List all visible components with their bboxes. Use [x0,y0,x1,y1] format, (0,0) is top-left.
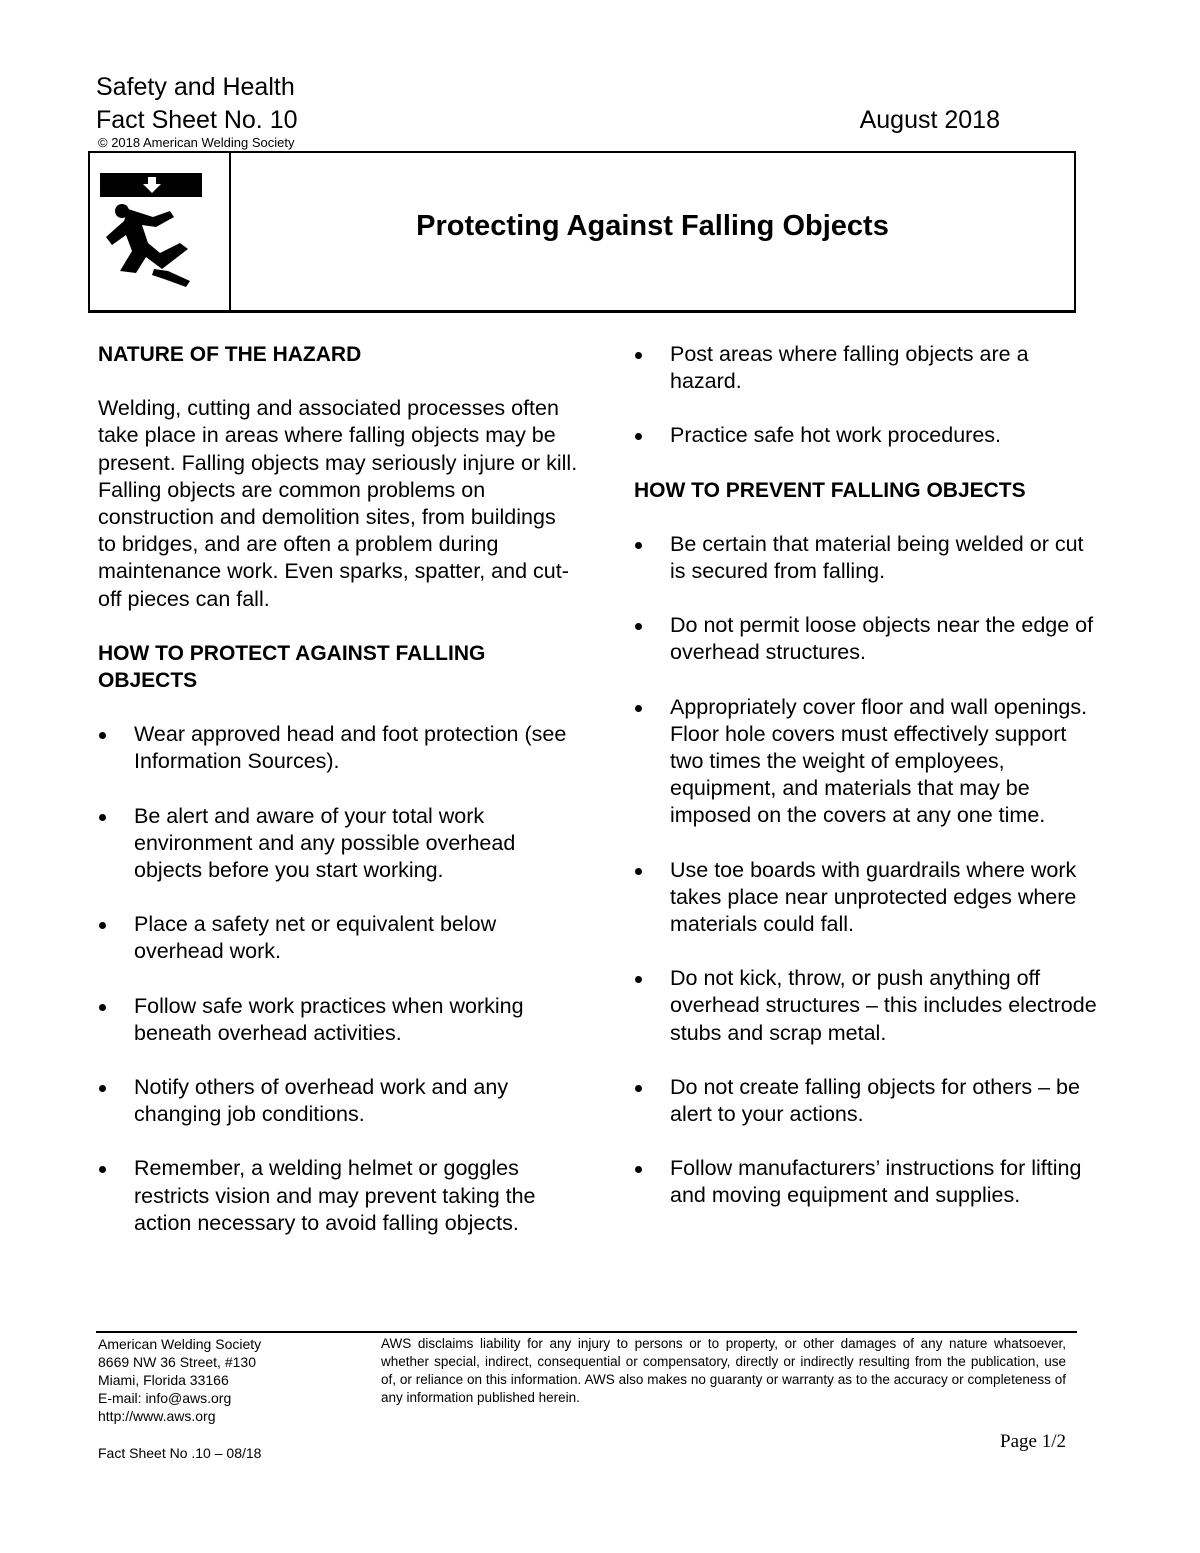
list-item-text: Practice safe hot work procedures. [670,423,1002,448]
hazard-heading: NATURE OF THE HAZARD [98,343,362,366]
list-item-text: Notify others of overhead work and any changing job conditions. [134,1075,509,1127]
email-line: E-mail: info@aws.org [98,1390,232,1406]
org-name: American Welding Society [98,1336,262,1352]
copyright-notice: © 2018 American Welding Society [98,135,295,150]
bullet-icon [99,1085,106,1092]
sheet-id: Fact Sheet No .10 – 08/18 [98,1445,262,1461]
document-title: Protecting Against Falling Objects [416,210,889,242]
list-item [634,1074,1104,1128]
left-column [98,341,578,1264]
bullet-icon [635,868,642,875]
list-item [98,993,578,1047]
bullet-icon [99,1004,106,1011]
list-item [98,803,578,885]
list-item-text: Follow manufacturers’ instructions for lifting and moving equipment and supplies. [670,1156,1082,1208]
footer-address [98,1335,261,1425]
city-state: Miami, Florida 33166 [98,1372,229,1388]
series-title: Safety and Health [96,73,295,101]
protect-heading: HOW TO PROTECT AGAINST FALLING OBJECTS [98,641,486,693]
list-item [98,911,578,965]
publication-date: August 2018 [859,106,1000,134]
protect-list [98,721,578,1237]
bullet-icon [99,732,106,739]
list-item [634,694,1104,830]
website-link[interactable]: http://www.aws.org [98,1408,216,1424]
bullet-icon [635,1085,642,1092]
bullet-icon [635,705,642,712]
bullet-icon [99,922,106,929]
list-item-text: Place a safety net or equivalent below overhead work. [134,912,497,964]
bullet-icon [99,1166,106,1173]
prevent-list [634,531,1104,1210]
list-item [634,965,1104,1047]
bullet-icon [635,542,642,549]
fact-sheet-number: Fact Sheet No. 10 [96,106,298,134]
bullet-icon [635,433,642,440]
list-item [98,1155,578,1237]
list-item-text: Follow safe work practices when working beneath overhead activities. [134,993,524,1045]
bullet-icon [635,352,642,359]
prevent-heading: HOW TO PREVENT FALLING OBJECTS [634,478,1026,502]
bullet-icon [635,623,642,630]
bullet-icon [635,1166,642,1173]
page-number: Page 1/2 [1000,1431,1066,1452]
list-item-text: Do not create falling objects for others – be alert to your actions. [670,1074,1080,1127]
list-item-text: Appropriately cover floor and wall openings. Floor hole covers must effectively support two times the weight of employees, equipment, and materials that may be imposed on the covers at any one time. [670,694,1088,828]
list-item-text: Do not kick, throw, or push anything off overhead structures – this includes electrode stubs and scrap metal. [670,966,1097,1045]
list-item [98,1074,578,1128]
list-item [634,612,1104,666]
list-item-text: Post areas where falling objects are a hazard. [670,342,1029,394]
list-item-text: Wear approved head and foot protection (see Information Sources). [134,722,567,774]
list-item [634,422,1104,449]
footer-divider [96,1331,1077,1333]
list-item-text: Do not permit loose objects near the edge of overhead structures. [670,613,1094,665]
title-box [88,151,1076,313]
disclaimer-text: AWS disclaims liability for any injury to persons or to property, or other damages of any nature whatsoever, whether special, indirect, consequential or compensatory, directly or indirectly resulting from the publication, use of, or reliance on this information. AWS also makes no guaranty or warranty as to the accuracy or completeness of any information published herein. [381,1336,1066,1405]
falling-object-hazard-icon [98,171,218,289]
list-item [634,341,1104,395]
right-column [634,341,1104,1237]
street-address: 8669 NW 36 Street, #130 [98,1354,256,1370]
hazard-paragraph: Welding, cutting and associated processes often take place in areas where falling objects may be present. Falling objects may seriously injure or kill. Falling objects are common problems on construction and demolition sites, from buildings to bridges, and are often a problem during maintenance work. Even sparks, spatter, and cut-off pieces can fall. [98,396,578,611]
list-item [634,531,1104,585]
bullet-icon [99,814,106,821]
list-item [634,857,1104,939]
list-item-text: Remember, a welding helmet or goggles restricts vision and may prevent taking the action necessary to avoid falling objects. [134,1156,536,1235]
bullet-icon [635,976,642,983]
list-item [98,721,578,775]
list-item [634,1155,1104,1209]
list-item-text: Use toe boards with guardrails where work takes place near unprotected edges where materials could fall. [670,857,1077,937]
protect-list-continued [634,341,1104,450]
list-item-text: Be alert and aware of your total work environment and any possible overhead objects before you start working. [134,803,516,883]
list-item-text: Be certain that material being welded or cut is secured from falling. [670,531,1084,584]
